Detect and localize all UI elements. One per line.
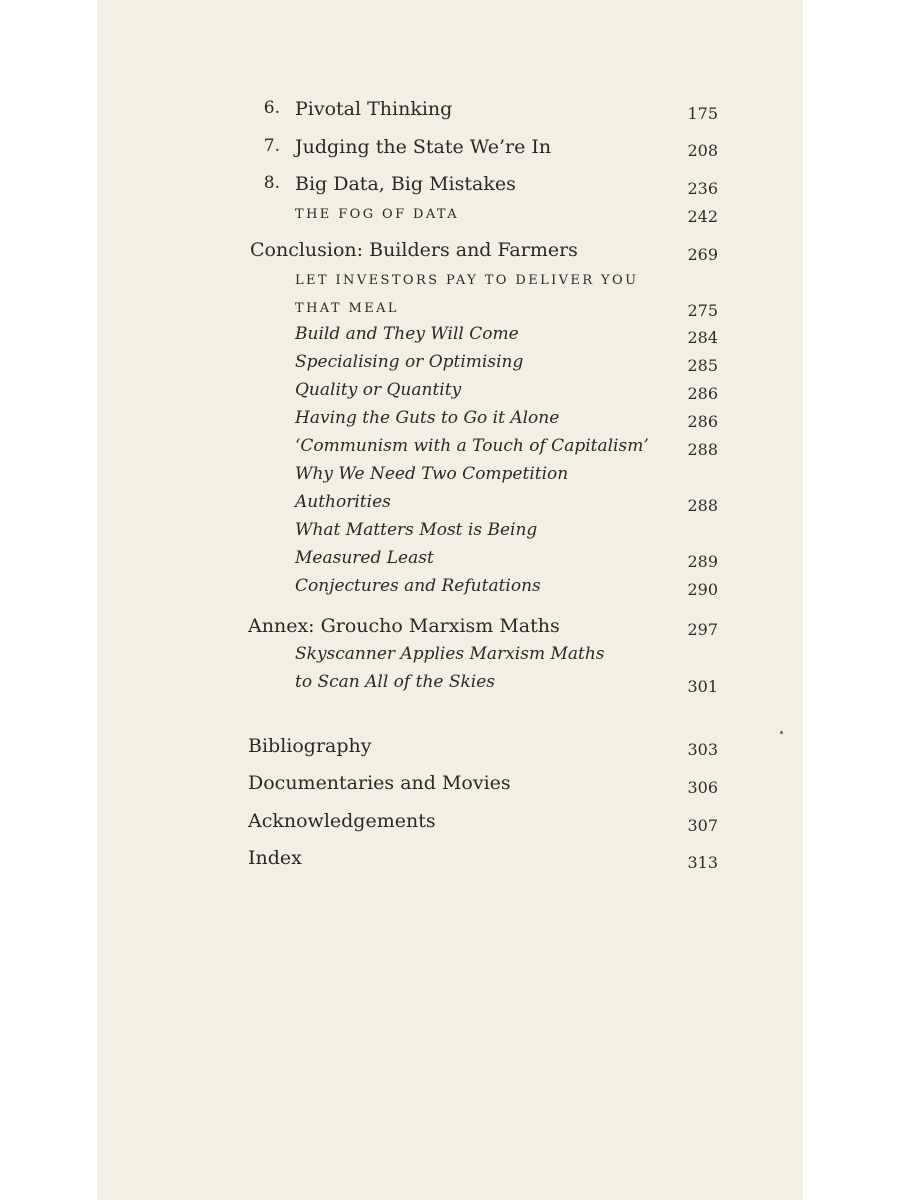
toc-subentry-heading-line1 bbox=[97, 271, 803, 299]
toc-item-line2 bbox=[97, 548, 803, 576]
page-number: 288 bbox=[687, 496, 718, 515]
toc-item-line1 bbox=[97, 520, 803, 548]
page-number: 307 bbox=[687, 816, 718, 835]
toc-entry-index bbox=[97, 847, 803, 875]
section-heading: THAT MEAL bbox=[295, 301, 399, 316]
entry-title: Bibliography bbox=[248, 735, 372, 757]
toc-item bbox=[97, 352, 803, 380]
entry-title: Documentaries and Movies bbox=[248, 772, 511, 794]
chapter-title: Pivotal Thinking bbox=[295, 98, 453, 120]
item-title: Build and They Will Come bbox=[295, 324, 519, 344]
page-number: 306 bbox=[687, 778, 718, 797]
page-number: 236 bbox=[687, 179, 718, 198]
toc-entry-annex bbox=[97, 615, 803, 643]
item-title: Conjectures and Refutations bbox=[295, 576, 541, 596]
toc-subentry-heading-line2 bbox=[97, 299, 803, 327]
toc-entry-documentaries bbox=[97, 772, 803, 800]
entry-title: Acknowledgements bbox=[248, 810, 436, 832]
page-number: 208 bbox=[687, 141, 718, 160]
chapter-title: Big Data, Big Mistakes bbox=[295, 173, 516, 195]
part-title: Annex: Groucho Marxism Maths bbox=[248, 615, 560, 637]
toc-entry-chapter-8 bbox=[97, 173, 803, 201]
toc-entry-conclusion bbox=[97, 239, 803, 267]
toc-entry-acknowledgements bbox=[97, 810, 803, 838]
page-number: 286 bbox=[687, 384, 718, 403]
toc-item-line2 bbox=[97, 672, 803, 700]
part-title: Conclusion: Builders and Farmers bbox=[250, 239, 578, 261]
chapter-number: 7. bbox=[263, 136, 280, 156]
page-number: 242 bbox=[687, 207, 718, 226]
toc-item-line2 bbox=[97, 492, 803, 520]
item-title: Authorities bbox=[295, 492, 391, 512]
page-number: 285 bbox=[687, 356, 718, 375]
toc-item bbox=[97, 324, 803, 352]
page-number: 290 bbox=[687, 580, 718, 599]
page-number: 275 bbox=[687, 301, 718, 320]
item-title: What Matters Most is Being bbox=[295, 520, 538, 540]
section-heading: LET INVESTORS PAY TO DELIVER YOU bbox=[295, 273, 639, 288]
item-title: Quality or Quantity bbox=[295, 380, 462, 400]
page-number: 175 bbox=[687, 104, 718, 123]
book-page bbox=[97, 0, 803, 1200]
page-number: 313 bbox=[687, 853, 718, 872]
toc-item bbox=[97, 576, 803, 604]
toc-item-line1 bbox=[97, 644, 803, 672]
page-number: 288 bbox=[687, 440, 718, 459]
page-number: 284 bbox=[687, 328, 718, 347]
item-title: Why We Need Two Competition bbox=[295, 464, 569, 484]
page-number: 269 bbox=[687, 245, 718, 264]
toc-entry-bibliography bbox=[97, 735, 803, 763]
section-heading: THE FOG OF DATA bbox=[295, 207, 460, 222]
entry-title: Index bbox=[248, 847, 302, 869]
item-title: Specialising or Optimising bbox=[295, 352, 524, 372]
page-number: 301 bbox=[687, 677, 718, 696]
toc-entry-chapter-7 bbox=[97, 136, 803, 164]
toc-entry-chapter-6 bbox=[97, 98, 803, 126]
toc-subentry-fog-of-data bbox=[97, 205, 803, 233]
item-title: ‘Communism with a Touch of Capitalism’ bbox=[295, 436, 649, 456]
page-number: 303 bbox=[687, 740, 718, 759]
page-number: 297 bbox=[687, 620, 718, 639]
item-title: Having the Guts to Go it Alone bbox=[295, 408, 560, 428]
chapter-title: Judging the State We’re In bbox=[295, 136, 552, 158]
toc-item bbox=[97, 380, 803, 408]
toc-item bbox=[97, 436, 803, 464]
page-number: 286 bbox=[687, 412, 718, 431]
chapter-number: 6. bbox=[263, 98, 280, 118]
toc-item-line1 bbox=[97, 464, 803, 492]
page-number: 289 bbox=[687, 552, 718, 571]
paper-speck bbox=[780, 731, 783, 734]
toc-item bbox=[97, 408, 803, 436]
item-title: Skyscanner Applies Marxism Maths bbox=[295, 644, 605, 664]
item-title: to Scan All of the Skies bbox=[295, 672, 496, 692]
item-title: Measured Least bbox=[295, 548, 434, 568]
chapter-number: 8. bbox=[263, 173, 280, 193]
